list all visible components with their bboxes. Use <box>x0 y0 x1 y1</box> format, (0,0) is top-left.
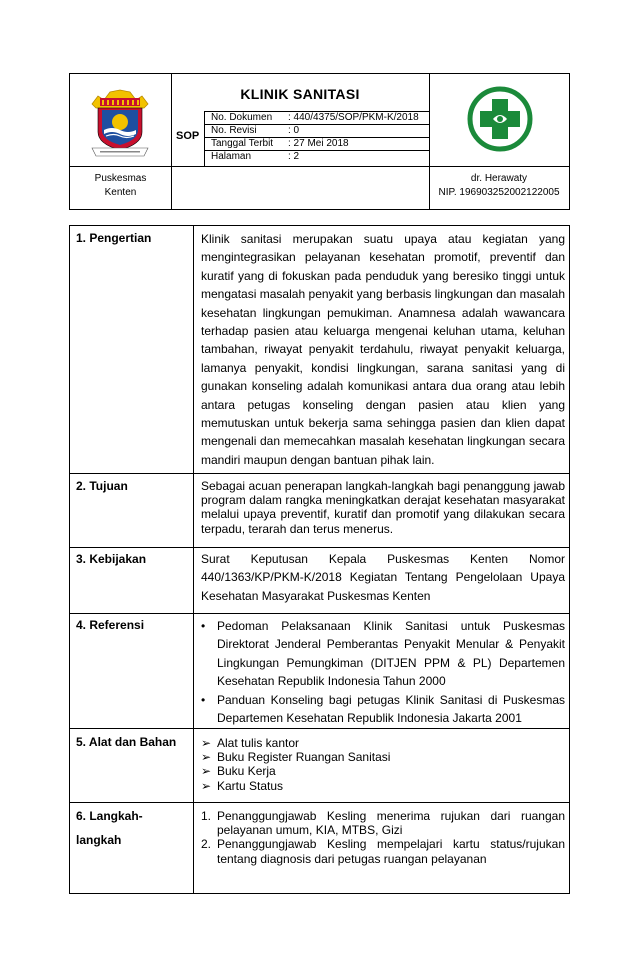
section-label-pengertian: 1. Pengertian <box>76 231 152 245</box>
meta-key-tanggal: Tanggal Terbit <box>211 138 274 149</box>
section-label-tujuan: 2. Tujuan <box>76 479 128 493</box>
arrow-bullet-icon: ➢ <box>201 764 212 779</box>
signer-name: dr. Herawaty <box>470 173 528 184</box>
section-label-referensi: 4. Referensi <box>76 618 145 632</box>
meta-value-revisi: : 0 <box>288 125 300 136</box>
list-number: 1. <box>201 809 212 823</box>
section-label-langkah-line2: langkah <box>76 833 122 847</box>
list-item-text: Kartu Status <box>217 778 284 793</box>
meta-value-halaman: : 2 <box>288 151 300 162</box>
arrow-bullet-icon: ➢ <box>201 778 212 793</box>
list-item <box>201 691 565 728</box>
list-item-text: Penanggungjawab Kesling menerima rujukan dari ruangan pelayanan umum, KIA, MTBS, Gizi <box>217 809 565 838</box>
list-item <box>201 837 565 865</box>
puskesmas-logo <box>466 85 534 153</box>
list-item-text: Buku Register Ruangan Sanitasi <box>217 750 391 765</box>
header-table <box>69 73 570 210</box>
content-table <box>69 225 570 894</box>
city-crest-logo <box>88 82 152 160</box>
section-label-kebijakan: 3. Kebijakan <box>76 552 147 566</box>
signer-nip: NIP. 196903252002122005 <box>438 187 560 198</box>
bullet-icon: • <box>201 619 206 633</box>
meta-key-dokumen: No. Dokumen <box>211 112 273 123</box>
signer-block <box>429 173 569 199</box>
meta-block <box>171 111 429 167</box>
section-label-alat-bahan: 5. Alat dan Bahan <box>76 735 177 749</box>
puskesmas-line1: Puskesmas <box>94 173 147 184</box>
section-text-kebijakan: Surat Keputusan Kepala Puskesmas Kenten Nomor 440/1363/KP/PKM-K/2018 Kegiatan Tentang Pengelolaan Upaya Kesehatan Masyarakat Puskesmas Kenten <box>201 552 565 603</box>
puskesmas-line2: Kenten <box>104 187 137 198</box>
divider <box>70 547 569 548</box>
referensi-list <box>201 617 565 727</box>
list-item <box>201 617 565 691</box>
section-label-langkah <box>76 806 143 850</box>
list-item-text: Pedoman Pelaksanaan Klinik Sanitasi untuk Puskesmas Direktorat Jenderal Pemberantas Penyakit Menular & Penyakit Lingkungan Pemungkiman (DITJEN PPM & PL) Departemen Kesehatan Republik Indonesia Tahun 2000 <box>217 619 565 689</box>
list-item <box>201 736 565 750</box>
meta-value-tanggal: : 27 Mei 2018 <box>288 138 349 149</box>
arrow-bullet-icon: ➢ <box>201 750 212 765</box>
list-item <box>201 779 565 793</box>
sop-cell <box>171 111 205 167</box>
document-title: KLINIK SANITASI <box>240 86 360 102</box>
divider <box>70 613 569 614</box>
meta-value-dokumen: : 440/4375/SOP/PKM-K/2018 <box>288 112 419 123</box>
meta-key-revisi: No. Revisi <box>211 125 257 136</box>
list-item-text: Alat tulis kantor <box>217 736 300 750</box>
section-text-tujuan: Sebagai acuan penerapan langkah-langkah bagi penanggung jawab program dalam rangka meningkatkan derajat kesehatan masyarakat melalui upaya preventif, kuratif dan promotif yang dilakukan secara terpadu, terarah dan terus menerus. <box>201 479 565 536</box>
list-item-text: Panduan Konseling bagi petugas Klinik Sanitasi di Puskesmas Departemen Kesehatan Republik Indonesia Jakarta 2001 <box>217 692 565 726</box>
arrow-bullet-icon: ➢ <box>201 736 212 750</box>
divider <box>193 226 194 893</box>
section-text-pengertian: Klinik sanitasi merupakan suatu upaya atau kegiatan yang mengintegrasikan pelayanan kesehatan promotif, preventif dan kuratif yang di fokuskan pada penduduk yang beresiko tinggi untuk mengatasi masalah penyakit yang berbasis lingkungan dan masalah kesehatan lingkungan pemukiman. Anamnesa adalah wawancara terhadap pasien atau keluarga mengenai keluhan utama, keluhan tambahan, riwayat penyakit terdahulu, riwayat penyakit keluarga, lamanya penyakit, kondisi lingkungan, sarana sanitasi yang di gunakan konseling adalah komunikasi antara dua orang atau lebih antara petugas konseling dengan pasien atau klien yang memutuskan untuk bekerja sama sehingga pasien dan klien dapat mengenali dan memecahkan masalah kesehatan lingkungan secara mandiri maupun dengan bantuan pihak lain. <box>201 232 565 467</box>
langkah-list <box>201 809 565 866</box>
puskesmas-name <box>70 173 171 199</box>
divider <box>70 728 569 729</box>
divider <box>70 473 569 474</box>
list-item <box>201 750 565 764</box>
list-item-text: Penanggungjawab Kesling mempelajari kartu status/rujukan tentang diagnosis dari petugas ruangan pelayanan <box>217 837 565 866</box>
list-item-text: Buku Kerja <box>217 764 276 779</box>
list-item <box>201 764 565 778</box>
divider <box>70 802 569 803</box>
bullet-icon: • <box>201 692 206 707</box>
sop-label: SOP <box>176 130 200 142</box>
section-label-langkah-line1: 6. Langkah- <box>76 809 143 823</box>
alat-bahan-list <box>201 736 565 793</box>
meta-key-halaman: Halaman <box>211 151 252 162</box>
list-item <box>201 809 565 837</box>
list-number: 2. <box>201 837 212 852</box>
